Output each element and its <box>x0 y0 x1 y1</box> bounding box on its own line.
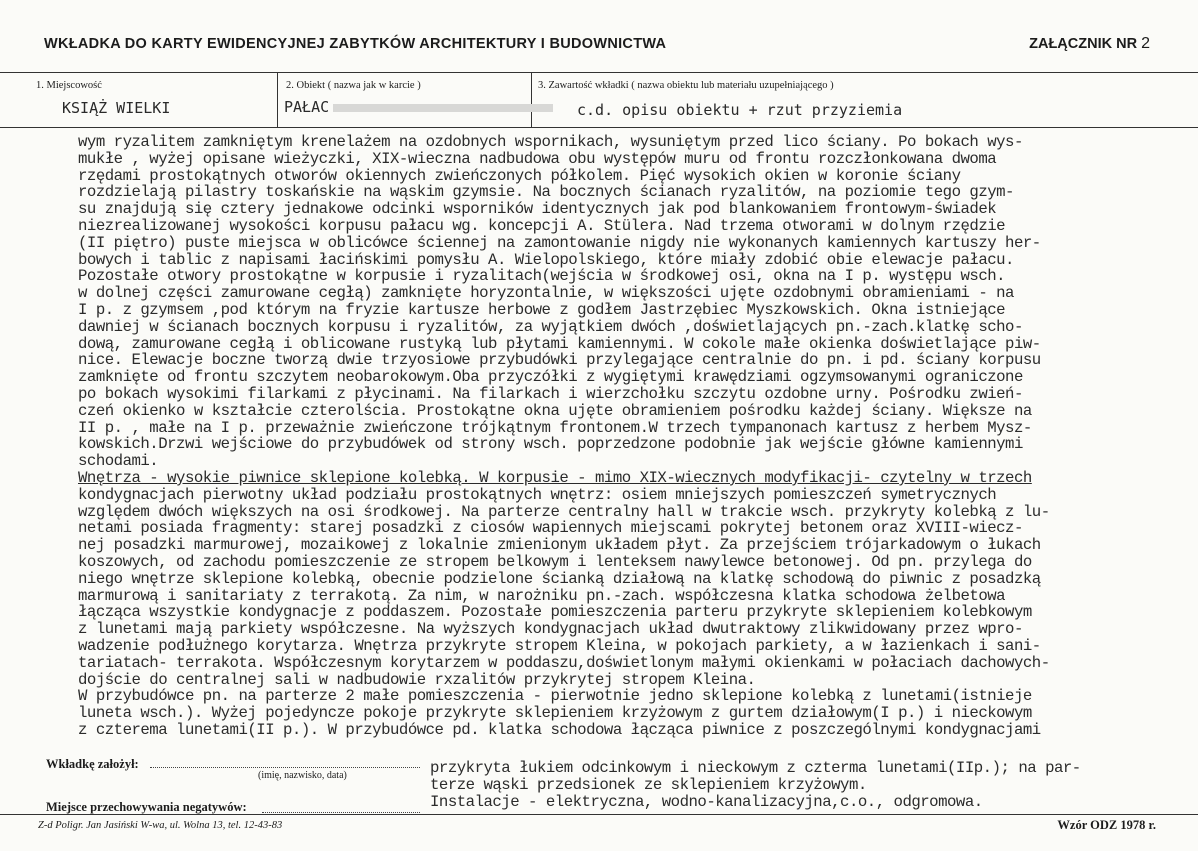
object-field <box>284 98 553 116</box>
negatives-dotted-line <box>262 812 420 813</box>
locality-label: 1. Miejscowość <box>36 80 102 91</box>
made-by-label: Wkładkę założył: <box>46 757 139 771</box>
form-model: Wzór ODZ 1978 r. <box>1057 818 1156 832</box>
bottom-rule <box>0 814 1198 815</box>
body-line: dawniej w ścianach bocznych korpusu i ryzalitów, za wyjątkiem dwóch ,doświetlających pn.-zach.klatkę scho- <box>78 317 1023 336</box>
field-row-bottom-rule <box>0 127 1198 128</box>
body-line: netami posiada fragmenty: starej posadzki z ciosów wapiennych miejscami pokrytej betonem oraz XVIII-wiecz- <box>78 519 1023 538</box>
body-line: po bokach wysokimi filarkami z płycinami. Na filarkach i wierzchołku szczytu ozdobne urny. Pośrodku zwień- <box>78 384 1023 403</box>
body-line: z lunetami mają parkiety współczesne. Na wyższych kondygnacjach układ dwutraktowy zlikwidowany przez wpro- <box>78 620 1023 639</box>
field-row-top-rule <box>0 72 1198 73</box>
document-title: WKŁADKA DO KARTY EWIDENCYJNEJ ZABYTKÓW ARCHITEKTURY I BUDOWNICTWA <box>44 36 667 52</box>
body-line: niezrealizowanej wysokości korpusu pałacu wg. koncepcji A. Stülera. Nad trzema otworami w dolnym rzędzie <box>78 216 1006 235</box>
body-line: nice. Elewacje boczne tworzą dwie trzyosiowe przybudówki przylegające centralnie do pn. i pd. ściany korpusu <box>78 351 1041 370</box>
body-line: z czterema lunetami(II p.). W przybudówce pd. klatka schodowa łącząca piwnice z poszczególnymi kondygnacjami <box>78 720 1041 739</box>
body-line: rozdzielają pilastry toskańskie na wąskim gzymsie. Na bocznych ścianach ryzalitów, na poziomie tego gzym- <box>78 183 1014 202</box>
body-line: Pozostałe otwory prostokątne w korpusie i ryzalitach(wejścia w środkowej osi, okna na I p. występu wsch. <box>78 267 1006 286</box>
footer-line: przykryta łukiem odcinkowym i nieckowym z czterma lunetami(IIp.); na par- <box>430 759 1081 777</box>
content-label: 3. Zawartość wkładki ( nazwa obiektu lub materiału uzupełniającego ) <box>538 80 834 91</box>
body-line: dojście do centralnej sali w nadbudowie rxzalitów przykrytej stropem Kleina. <box>78 670 756 689</box>
field-divider-1 <box>277 72 278 127</box>
body-line: rzędami prostokątnych otworów okiennych zwieńczonych półkolem. Pięć wysokich okien w koronie ściany <box>78 166 961 185</box>
object-value: PAŁAC <box>284 98 330 116</box>
body-line: marmurową i sanitariaty z terrakotą. Za nim, w narożniku pn.-zach. współczesna klatka schodowa żelbetowa <box>78 586 1006 605</box>
body-line: Wnętrza - wysokie piwnice sklepione kolebką. W korpusie - mimo XIX-wiecznych modyfikacji- czytelny w trzech <box>78 468 1032 487</box>
body-line: tariatach- terrakota. Współczesnym korytarzem w poddaszu,doświetlonym małymi okienkami w połaciach dachowych- <box>78 653 1050 672</box>
body-line: czeń okienko w kształcie czterolścia. Prostokątne okna ujęte obramieniem pośrodku każdej ściany. Większe na <box>78 401 1032 420</box>
annex-label-text: ZAŁĄCZNIK NR <box>1029 36 1138 52</box>
body-line: (II piętro) puste miejsca w oblicówce ściennej na zamontowanie nigdy nie wykonanych kamiennych kartuszy her- <box>78 233 1041 252</box>
body-line: dową, zamurowane cegłą i oblicowane rustyką lub płytami kamiennymi. W cokole małe okienka doświetlające piw- <box>78 334 1041 353</box>
made-by-dotted-line <box>150 767 420 768</box>
content-value: c.d. opisu obiektu + rzut przyziemia <box>577 101 903 119</box>
annex-number: 2 <box>1141 35 1150 52</box>
body-line: W przybudówce pn. na parterze 2 małe pomieszczenia - pierwotnie jedno sklepione kolebką z lunetami(istnieje <box>78 687 1032 706</box>
body-line: wym ryzalitem zamkniętym krenelażem na ozdobnych wspornikach, wysuniętym przed lico ściany. Po bokach wys- <box>78 133 1023 151</box>
body-line: I p. z gzymsem ,pod którym na fryzie kartusze herbowe z godłem Jastrzębiec Myszkowskich. Okna istniejące <box>78 300 1006 319</box>
annex-label <box>1029 35 1150 53</box>
body-line: II p. , małe na I p. przeważnie zwieńczone trójkątnym frontonem.W trzech tympanonach kartusz z herbem Mysz- <box>78 418 1032 437</box>
footer-line: terze wąski przedsionek ze sklepieniem krzyżowym. <box>430 775 867 794</box>
negatives-label: Miejsce przechowywania negatywów: <box>46 800 247 814</box>
body-line: kowskich.Drzwi wejściowe do przybudówek od strony wsch. poprzedzone podobnie jak wejście główne kamiennymi <box>78 435 1023 454</box>
redaction-mark <box>333 104 553 112</box>
made-by-hint: (imię, nazwisko, data) <box>258 770 347 781</box>
body-line: koszowych, od zachodu pomieszczenie ze stropem belkowym i lenteksem nawylewce betonowej. Od pn. przylega do <box>78 552 1032 571</box>
body-line: niego wnętrze sklepione kolebką, obecnie podzielone ścianką działową na klatkę schodową do piwnic z posadzką <box>78 569 1041 588</box>
body-line: su znajdują się cztery jednakowe odcinki wsporników identycznych jak pod blankowaniem frontowym-świadek <box>78 200 997 219</box>
printer-imprint: Z-d Poligr. Jan Jasiński W-wa, ul. Wolna 13, tel. 12-43-83 <box>38 820 283 831</box>
body-line: luneta wsch.). Wyżej pojedyncze pokoje przykryte sklepieniem krzyżowym z gurtem działowym(I p.) i nieckowym <box>78 704 1032 723</box>
body-line: nej posadzki marmurowej, mozaikowej z lokalnie zmienionym układem płyt. Za przejściem trójarkadowym o łukach <box>78 536 1041 555</box>
description-text <box>78 134 1050 739</box>
body-line: mukłe , wyżej opisane wieżyczki, XIX-wieczna nadbudowa obu występów muru od frontu rozczłonkowana dwoma <box>78 149 997 168</box>
body-line: łącząca wszystkie kondygnacje z poddaszem. Pozostałe pomieszczenia parteru przykryte sklepieniem kolebkowym <box>78 603 1032 622</box>
object-label: 2. Obiekt ( nazwa jak w karcie ) <box>286 80 421 91</box>
footer-typed-text <box>430 760 1081 810</box>
body-line: względem dwóch większych na osi środkowej. Na parterze centralny hall w trakcie wsch. przykryty kolebką z lu- <box>78 502 1050 521</box>
body-line: wadzenie podłużnego korytarza. Wnętrza przykryte stropem Kleina, w pokojach parkiety, a w łazienkach i sani- <box>78 636 1041 655</box>
body-line: kondygnacjach pierwotny układ podziału prostokątnych wnętrz: osiem mniejszych pomieszczeń symetrycznych <box>78 485 997 504</box>
body-line: w dolnej części zamurowane cegłą) zamknięte horyzontalnie, w większości ujęte ozdobnymi obramieniami - na <box>78 284 1014 303</box>
footer-line: Instalacje - elektryczna, wodno-kanalizacyjna,c.o., odgromowa. <box>430 792 983 811</box>
body-line: schodami. <box>78 452 159 471</box>
locality-value: KSIĄŻ WIELKI <box>62 99 171 117</box>
body-line: zamknięte od frontu szczytem neobarokowym.Oba przyczółki z wygiętymi krawędziami ogzymsowanymi ograniczone <box>78 368 1023 387</box>
body-line: bowych i tablic z napisami łacińskimi pomysłu A. Wielopolskiego, które miały zdobić obie elewacje pałacu. <box>78 250 1014 269</box>
